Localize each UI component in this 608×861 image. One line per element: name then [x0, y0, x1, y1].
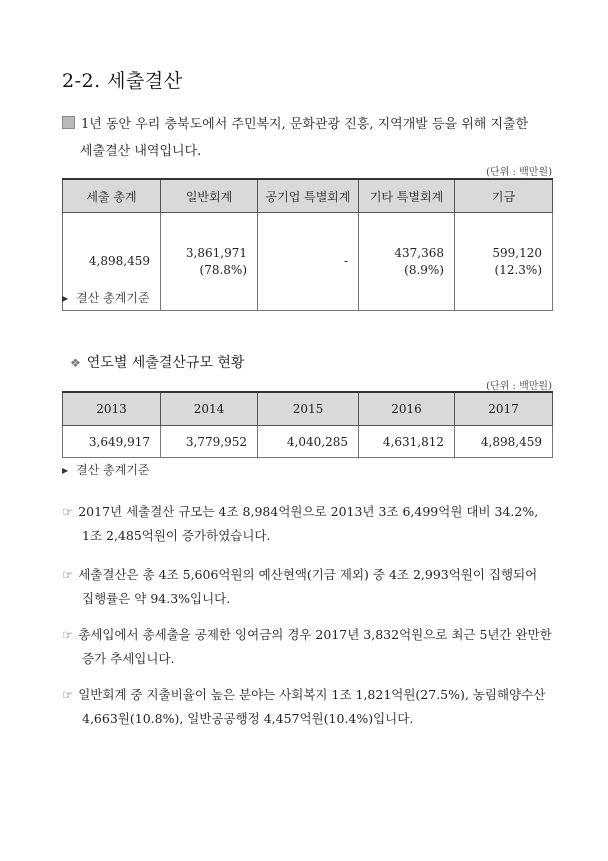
year-header: 2014 [161, 392, 258, 426]
general-account-ratio: (78.8%) [199, 262, 247, 277]
bullet-item: ☞ 일반회계 중 지출비율이 높은 분야는 사회복지 1조 1,821억원(27.5%), 농림해양수산 4,663원(10.8%), 일반공공행정 4,457억원(10.4%)입니다. [62, 687, 546, 726]
bullet-item: ☞ 세출결산은 총 4조 5,606억원의 예산현액(기금 제외) 중 4조 2,993억원이 집행되어 집행률은 약 94.3%입니다. [62, 567, 538, 606]
table1-cell [359, 213, 455, 311]
pointing-hand-icon: ☞ [62, 567, 74, 582]
bullet-item: ☞ 2017년 세출결산 규모는 4조 8,984억원으로 2013년 3조 6,499억원 대비 34.2%, 1조 2,485억원이 증가하였습니다. [62, 504, 539, 543]
table1-cell [455, 213, 553, 311]
year-value: 3,779,952 [161, 426, 258, 458]
total-value: 4,898,459 [88, 254, 150, 268]
table1-note: ▶ 결산 총계기준 [62, 291, 150, 305]
intro-line-1: 1년 동안 우리 충북도에서 주민복지, 문화관광 진흥, 지역개발 등을 위해 지출한 [81, 117, 529, 132]
intro-line-2: 세출결산 내역입니다. [80, 144, 202, 159]
table1-cell [161, 213, 258, 311]
yearly-expenditure-table [62, 391, 553, 458]
table1-unit: (단위 : 백만원) [486, 167, 552, 178]
table1-header-cell: 기타 특별회계 [359, 179, 455, 213]
general-account-value: 3,861,971 [185, 245, 247, 260]
triangle-right-icon: ▶ [62, 466, 69, 475]
table2-unit: (단위 : 백만원) [486, 381, 552, 392]
pointing-hand-icon: ☞ [62, 627, 74, 642]
year-header: 2017 [455, 392, 553, 426]
table1-header-cell: 세출 총계 [63, 179, 161, 213]
diamond-icon: ❖ [70, 356, 81, 370]
fund-ratio: (12.3%) [494, 262, 542, 277]
table2-note: ▶ 결산 총계기준 [62, 463, 150, 477]
year-value: 4,040,285 [258, 426, 359, 458]
other-special-value: 437,368 [394, 245, 444, 260]
table1-cell [258, 213, 359, 311]
fund-value: 599,120 [492, 245, 542, 260]
section-title: 2-2. 세출결산 [62, 70, 183, 92]
intro-paragraph [62, 111, 552, 165]
subheading-text: 연도별 세출결산규모 현황 [86, 355, 245, 371]
year-value: 4,898,459 [455, 426, 553, 458]
year-value: 4,631,812 [359, 426, 455, 458]
year-header: 2016 [359, 392, 455, 426]
year-header: 2013 [63, 392, 161, 426]
year-value: 3,649,917 [63, 426, 161, 458]
year-header: 2015 [258, 392, 359, 426]
table1-header-cell: 기금 [455, 179, 553, 213]
gray-square-icon [62, 116, 75, 129]
bullet-item: ☞ 총세입에서 총세출을 공제한 잉여금의 경우 2017년 3,832억원으로 최근 5년간 완만한 증가 추세입니다. [62, 627, 552, 666]
other-special-ratio: (8.9%) [404, 262, 444, 277]
table2-data-row [63, 426, 553, 458]
pointing-hand-icon: ☞ [62, 504, 74, 519]
table2-header-row [63, 392, 553, 426]
pointing-hand-icon: ☞ [62, 687, 74, 702]
subheading [70, 352, 244, 372]
table1-header-cell: 공기업 특별회계 [258, 179, 359, 213]
table1-header-row [63, 179, 553, 213]
triangle-right-icon: ▶ [62, 294, 69, 303]
public-enterprise-value: - [343, 254, 348, 268]
table1-header-cell: 일반회계 [161, 179, 258, 213]
